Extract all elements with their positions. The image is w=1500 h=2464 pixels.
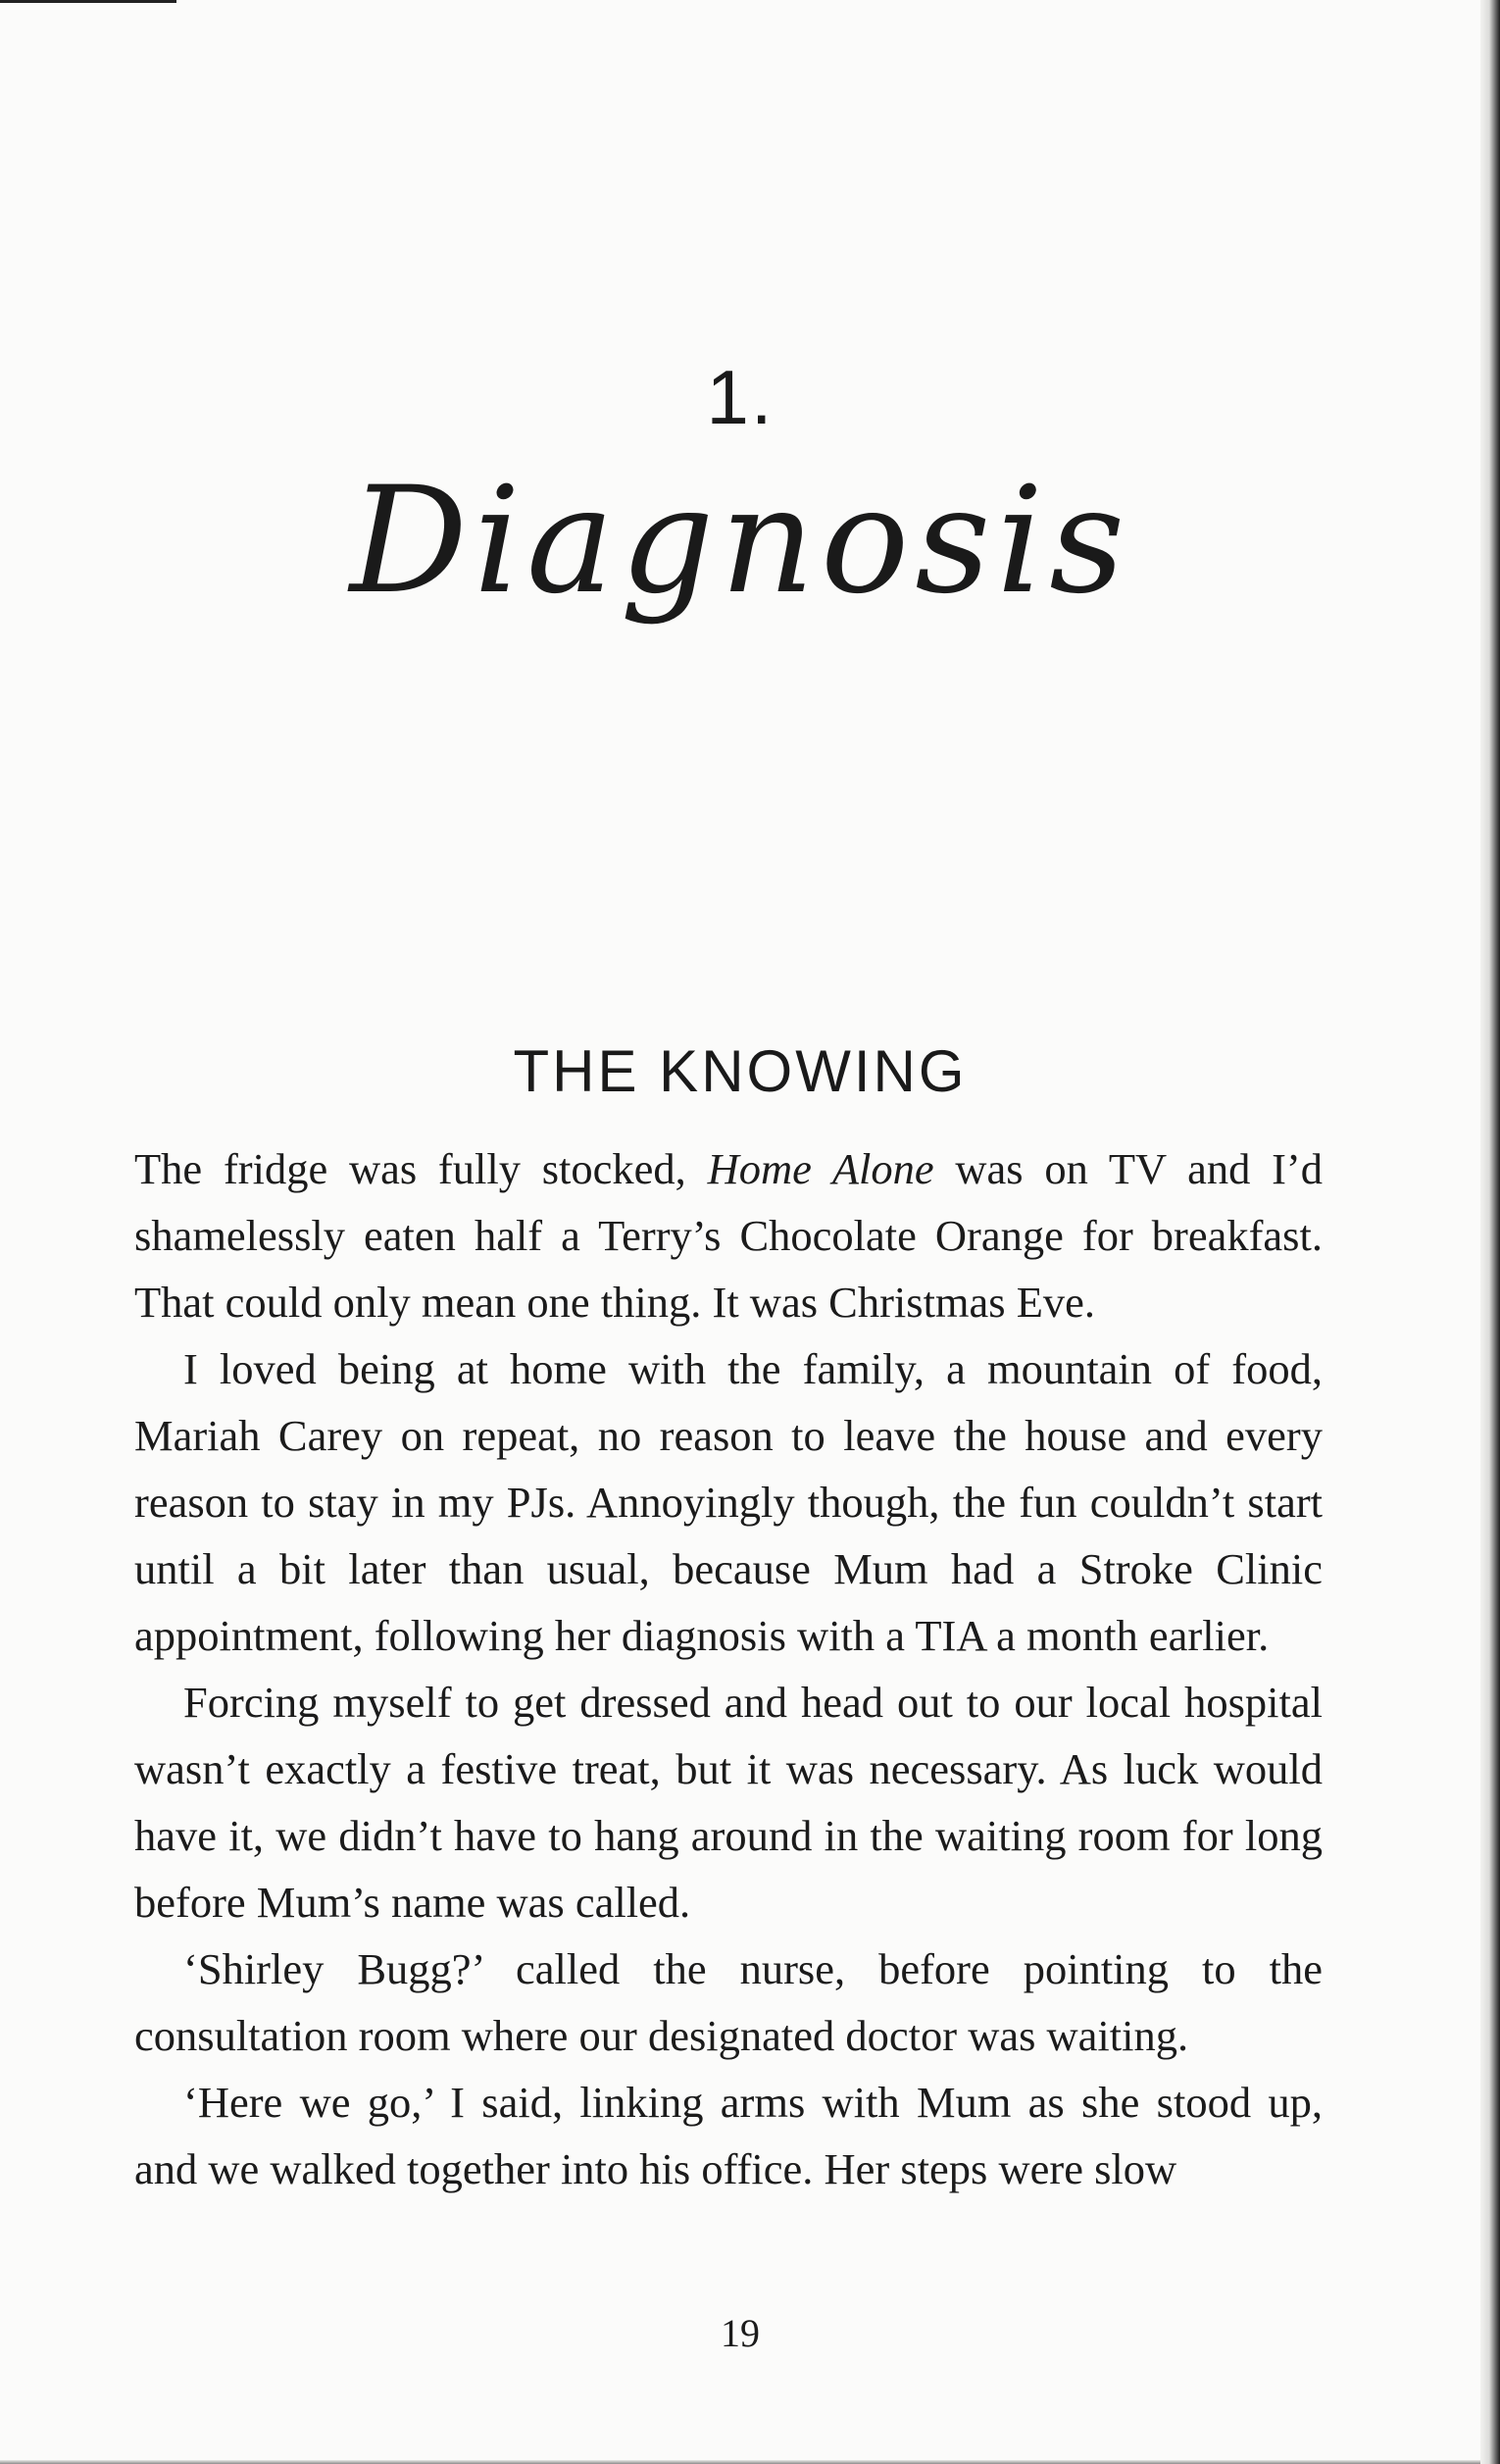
paragraph-5: ‘Here we go,’ I said, linking arms with Mum as she stood up, and we walked together into his office. Her steps were slow bbox=[134, 2078, 1323, 2193]
chapter-number: 1. bbox=[706, 354, 775, 440]
scan-shadow-bottom bbox=[0, 2460, 1480, 2464]
scan-shadow-top bbox=[0, 0, 176, 3]
body-text bbox=[134, 1135, 1323, 2202]
chapter-title: Diagnosis bbox=[349, 456, 1131, 627]
paragraph-1-text-b: was on TV and I’d shamelessly eaten half a Terry’s Chocolate Orange for breakfast. That could only mean one thing. It was Christmas Eve. bbox=[134, 1144, 1324, 1327]
paragraph-1 bbox=[134, 1135, 1323, 1335]
paragraph-2: I loved being at home with the family, a mountain of food, Mariah Carey on repeat, no reason to leave the house and every reason to stay in my PJs. Annoyingly though, the fun couldn’t start until a bit later than usual, because Mum had a Stroke Clinic appointment, following her diagnosis with a TIA a month earlier. bbox=[134, 1344, 1323, 1660]
paragraph-3: Forcing myself to get dressed and head out to our local hospital wasn’t exactly a festive treat, but it was necessary. As luck would have it, we didn’t have to hang around in the waiting room for long before Mum’s name was called. bbox=[134, 1678, 1323, 1927]
section-heading: THE KNOWING bbox=[513, 1038, 968, 1104]
paragraph-4: ‘Shirley Bugg?’ called the nurse, before pointing to the consultation room where our designated doctor was waiting. bbox=[134, 1944, 1323, 2060]
paragraph-1-italic-title: Home Alone bbox=[707, 1144, 934, 1193]
scan-shadow-right bbox=[1480, 0, 1500, 2464]
paragraph-1-text-a: The fridge was fully stocked, bbox=[134, 1144, 708, 1193]
page-number: 19 bbox=[721, 2311, 760, 2355]
